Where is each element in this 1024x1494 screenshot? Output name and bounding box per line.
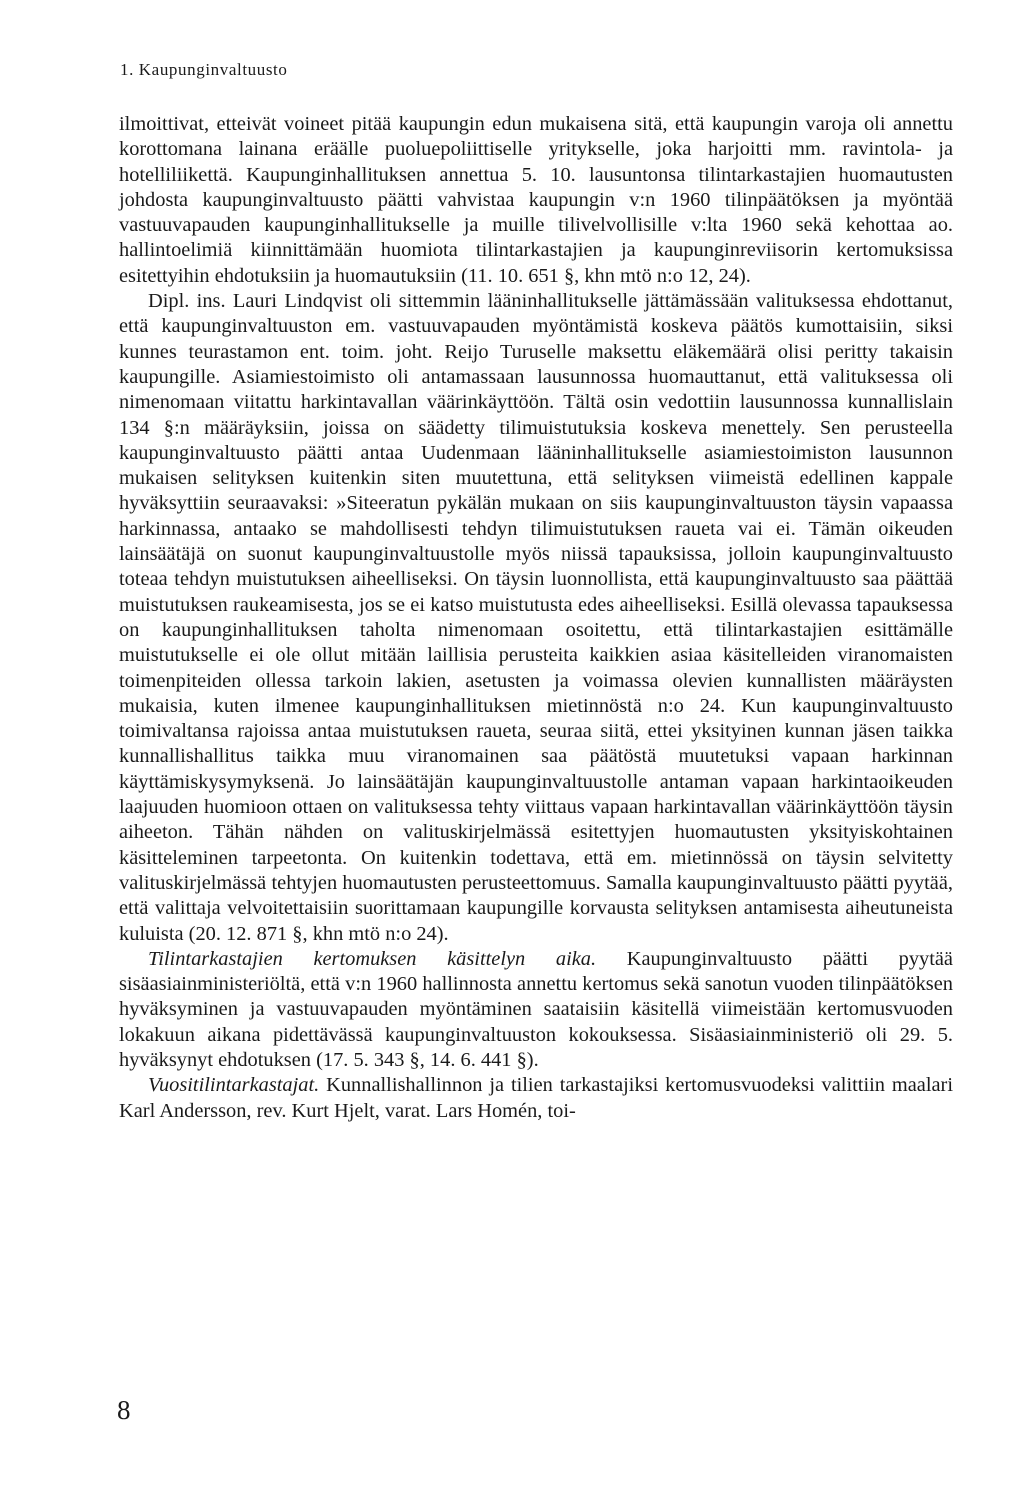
body-text	[119, 112, 953, 1124]
paragraph-4-text: Kunnallishallinnon ja tilien tarkastajiksi kertomusvuodeksi valittiin maalari Karl Andersson, rev. Kurt Hjelt, varat. Lars Homén, toi-	[119, 1074, 953, 1122]
paragraph-3-text: Kaupunginvaltuusto päätti pyytää sisäasiainministeriöltä, että v:n 1960 hallinnosta annettu kertomus sekä sanotun vuoden tilinpäätöksen hyväksyminen ja vastuuvapauden myöntäminen saataisiin käsitellä viimeistään kertomusvuoden lokakuun aikana pidettävässä kaupunginvaltuuston kokouksessa. Sisäasiainministeriö oli 29. 5. hyväksynyt ehdotuksen (17. 5. 343 §, 14. 6. 441 §).	[119, 947, 953, 1071]
running-head: 1. Kaupunginvaltuusto	[120, 60, 288, 79]
paragraph-4-heading: Vuositilintarkastajat.	[148, 1074, 320, 1097]
paragraph-4	[119, 1073, 953, 1124]
paragraph-2: Dipl. ins. Lauri Lindqvist oli sittemmin lääninhallitukselle jättämässään valituksessa ehdottanut, että kaupunginvaltuuston em. vastuuvapauden myöntämistä koskeva päätös kumottaisiin, siksi kunnes teurastamon ent. toim. joht. Reijo Turuselle maksettu eläkemäärä olisi peritty takaisin kaupungille. Asiamiestoimisto oli antamassaan lausunnossa huomauttanut, että valituksessa oli nimenomaan viitattu harkintavallan väärinkäyttöön. Tältä osin vedottiin lausunnossa kunnallislain 134 §:n määräyksiin, joissa on säädetty tilimuistutuksia koskeva menettely. Sen perusteella kaupunginvaltuusto päätti antaa Uudenmaan lääninhallitukselle asiamiestoimiston lausunnon mukaisen selityksen kuitenkin siten muutettuna, että selityksen viimeistä edellinen kappale hyväksyttiin seuraavaksi: »Siteeratun pykälän mukaan on siis kaupunginvaltuuston täysin vapaassa harkinnassa, antaako se mahdollisesti tehdyn tilimuistutuksen raueta vai ei. Tämän oikeuden lainsäätäjä on suonut kaupunginvaltuustolle myös niissä tapauksissa, jolloin kaupunginvaltuusto toteaa tehdyn muistutuksen aiheelliseksi. On täysin luonnollista, että kaupunginvaltuusto saa päättää muistutuksen raukeamisesta, jos se ei katso muistutusta edes aiheelliseksi. Esillä olevassa tapauksessa on kaupunginhallituksen taholta nimenomaan osoitettu, että tilintarkastajien esittämälle muistutukselle ei ole ollut mitään laillisia perusteita kaikkien asiaa käsitelleiden viranomaisten toimenpiteiden ollessa tarkoin lakien, asetusten ja voimassa olevien kunnallisten määräysten mukaisia, kuten ilmenee kaupunginhallituksen mietinnöstä n:o 24. Kun kaupunginvaltuusto toimivaltansa rajoissa antaa muistutuksen raueta, seuraa siitä, ettei yksityinen kunnan jäsen taikka kunnallishallitus taikka muu viranomainen saa päätöstä muutetuksi vapaan harkinnan käyttämiskysymyksenä. Jo lainsäätäjän kaupunginvaltuustolle antaman vapaan harkintaoikeuden laajuuden huomioon ottaen on valituksessa tehty viittaus vapaan harkintavallan väärinkäyttöön täysin aiheeton. Tähän nähden on valituskirjelmässä esitettyjen huomautusten yksityiskohtainen käsitteleminen tarpeetonta. On kuitenkin todettava, että em. mietinnössä on täysin selvitetty valituskirjelmässä tehtyjen huomautusten perusteettomuus. Samalla kaupunginvaltuusto päätti pyytää, että valittaja velvoitettaisiin suorittamaan kaupungille korvausta selityksen antamisesta aiheutuneista kuluista (20. 12. 871 §, khn mtö n:o 24).	[119, 290, 953, 945]
paragraph-3-heading: Tilintarkastajien kertomuksen käsittelyn aika.	[148, 947, 597, 970]
page-number: 8	[117, 1395, 131, 1425]
paragraph-1: ilmoittivat, etteivät voineet pitää kaupungin edun mukaisena sitä, että kaupungin varoja oli annettu korottomana lainana eräälle puoluepoliittiselle yritykselle, joka harjoitti mm. ravintola- ja hotelliliikettä. Kaupunginhallituksen annettua 5. 10. lausuntonsa tilintarkastajien huomautusten johdosta kaupunginvaltuusto päätti vahvistaa kaupungin v:n 1960 tilinpäätöksen ja myöntää vastuuvapauden kaupunginhallitukselle ja muille tilivelvollisille v:lta 1960 sekä kehottaa ao. hallintoelimiä kiinnittämään huomiota tilintarkastajien ja kaupunginreviisorin kertomuksissa esitettyihin ehdotuksiin ja huomautuksiin (11. 10. 651 §, khn mtö n:o 12, 24).	[119, 113, 953, 287]
paragraph-3	[119, 947, 953, 1073]
